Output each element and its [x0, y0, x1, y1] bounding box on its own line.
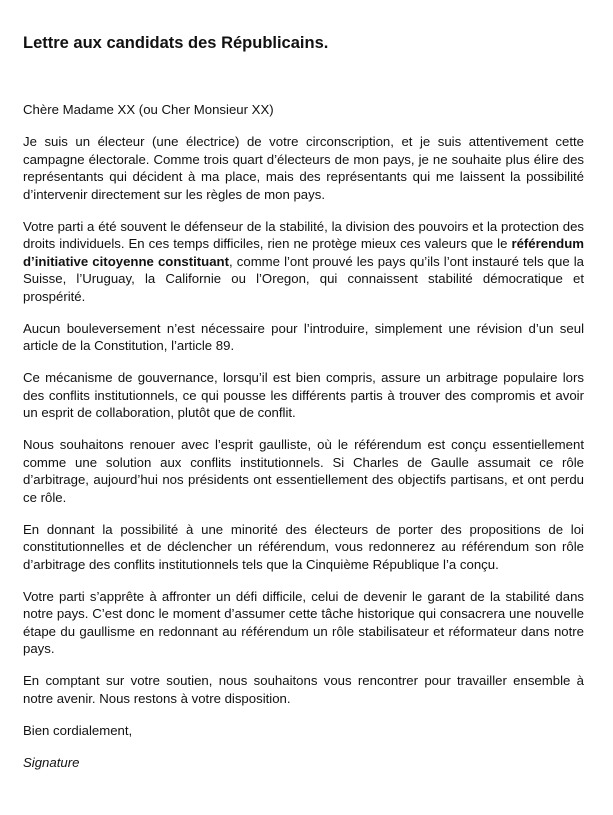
paragraph-7: Votre parti s’apprête à affronter un défi difficile, celui de devenir le garant de la stabilité dans notre pays. C’est donc le moment d’assumer cette tâche historique qui consacrera une nouvelle étape du gaullisme en redonnant au référendum un rôle stabilisateur et réformateur dans notre pays. [23, 588, 584, 656]
letter-title: Lettre aux candidats des Républicains. [23, 34, 329, 52]
letter-page [23, 32, 584, 771]
paragraph-5: Nous souhaitons renouer avec l’esprit gaulliste, où le référendum est conçu essentiellement comme une solution aux conflits institutionnels. Si Charles de Gaulle assumait ce rôle d’arbitrage, aujourd’hui nos présidents ont essentiellement des objectifs partisans, et ont perdu ce rôle. [23, 437, 584, 505]
paragraph-2 [23, 218, 584, 306]
paragraph-6: En donnant la possibilité à une minorité des électeurs de porter des propositions de loi constitutionnelles et de déclencher un référendum, vous redonnerez au référendum son rôle d’arbitrage des conflits institutionnels tels que la Cinquième République l’a conçu. [23, 521, 584, 572]
paragraph-2-end: , comme l’ont prouvé les pays qu’ils l’ont instauré tels que la Suisse, l’Uruguay, la Californie ou l’Oregon, qui connaissent stabilité démocratique et prospérité. [23, 253, 584, 304]
paragraph-3: Aucun bouleversement n’est nécessaire pour l’introduire, simplement une révision d’un seul article de la Constitution, l’article 89. [23, 320, 584, 353]
paragraph-1: Je suis un électeur (une électrice) de votre circonscription, et je suis attentivement cette campagne électorale. Comme trois quart d’électeurs de mon pays, je ne souhaite plus élire des représentants qui décident à ma place, mais des représentants qui me laissent la possibilité d’intervenir directement sur les règles de mon pays. [23, 134, 584, 202]
ric-emphasis: référendum d’initiative citoyenne constituant [23, 236, 584, 269]
signature: Signature [23, 754, 80, 770]
paragraph-2-start: Votre parti a été souvent le défenseur de la stabilité, la division des pouvoirs et la protection des droits individuels. En ces temps difficiles, rien ne protège mieux ces valeurs que le [23, 218, 584, 251]
closing: Bien cordialement, [23, 722, 133, 738]
salutation: Chère Madame XX (ou Cher Monsieur XX) [23, 102, 274, 117]
paragraph-8: En comptant sur votre soutien, nous souhaitons vous rencontrer pour travailler ensemble à notre avenir. Nous restons à votre disposition. [23, 673, 584, 706]
paragraph-4: Ce mécanisme de gouvernance, lorsqu’il est bien compris, assure un arbitrage populaire lors des conflits institutionnels, ce qui pousse les différents partis à trouver des compromis et avoir un esprit de collaboration, plutôt que de conflit. [23, 370, 584, 420]
